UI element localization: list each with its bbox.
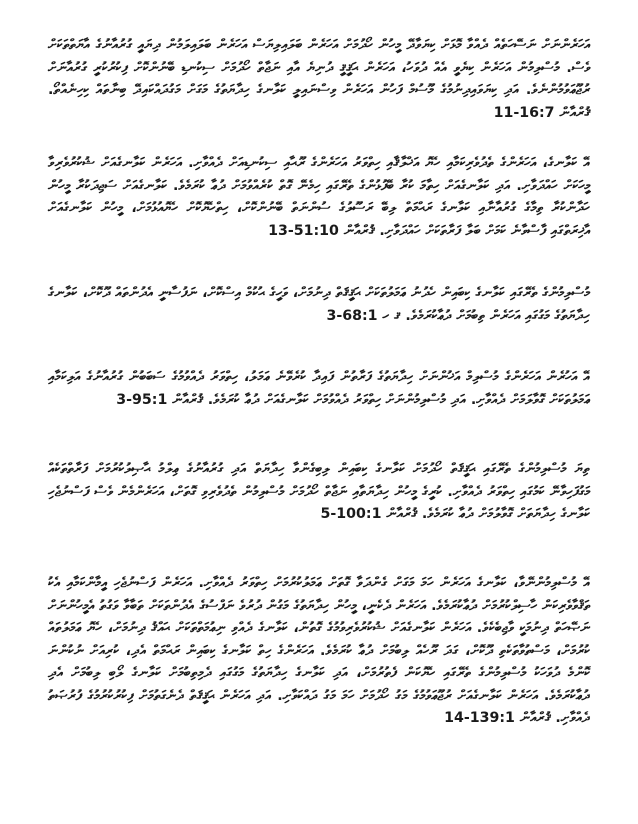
reference-citation: 14-139:1 xyxy=(444,710,515,726)
reference-abbr: ޤުރްއާން xyxy=(343,222,375,239)
paragraph-text: އޭ ކަލާނގެ، އަހަރެންގެ ތެދުވެރިކަމާއި ހެޔޮ އަޚްލާޤާއި ހިތްވަރު އަހަރެންގެ ރޫޙާއި ސިކުނޑިއަށް ދެއްވާށި. އަހަރެން ކަލާނގެއަށް ޝުކުރުވެރިވާ މީހަކަށް ހައްދަވާށި. އަދި ކަލާނގެއަށް ހިތާމަ ކުރާ ބޭފުޅުންގެ ތެރޭގައި ހިމެނޭ ގޮތް ކުރެއްވުމަށް ދުޢާ ކުރަމެވެ. ކަލާނގެއަށް ސަޖިދަކުރާ މީހުން ހަދާންކުރާ ތިމާގެ ގުރުއާނާއި ކަލާނގެ ރަޙްމަތް ލިބޭ ރަސޫލުގެ ސުންނަތް ބޭނުންކޮށް، ހިތްހެޔޮކޮށް ހެޔޮއުޅުމަށް، މީހުން ކަލާނގެއަށް އާޚިރަތްގައި ފާސްވާނެ ކަމަށް ބަލާ ފަރާތަކަށް ހައްދަވާށި. xyxy=(48,155,590,239)
reference-citation: 5-100:1 xyxy=(320,506,382,522)
paragraph-4 xyxy=(48,366,590,411)
paragraph-text: ތިޔަ މުސްލިމުންގެ ތެރޭގައި ޙަޤީޤަތް ހޯދުމަށް ކަލާނގެ ކިބައިން ލިބިގެންވާ ހިދާޔަތް އަދި ގުރުއާނުގެ ޢިލްމު ޙާޞިލުކުރުމަށް ފަރާތްތަކެއް މަގުފަހިވާނޭ ކަމުގައި ހިތްވަރު ދެއްވާށި. ކުރީގެ މީހުން ހިދާޔަތާއި ނަޖާތް ހޯދުމަށް މުސްލިމުން ތެދުވެރިވި ގޮތަށް، އަހަރެންމެން ވެސް ފަސްނުޖެހި ކަލާނގެ ހިދާޔަތަށް ގޮވާލުމަށް ދުޢާ ކުރަމެވެ. xyxy=(48,461,590,522)
reference-abbr: ޤުރްއާން xyxy=(172,391,203,408)
paragraph-text: އޭ މުސްލިމުންނޭވާ، ކަލާނގެ އަހަރެން ހަމަ މަގަށް ގެންދަވާ ގޮތަށް ޢަމަލުކުރުމަށް ހިތްވަރު ދެއްވާށި. އަހަރެން ފަސްނުޖެހި އީމާންކަމާއި އެކު ތަޤްވާވެރިކަން ހާސިލްކުރުމަށް ދުޢާކުރަމެވެ. އަހަރެން ދެކެނީ، މީހުން ހިދާޔަތުގެ މަގުން ދުރުވެ ނަފްސުގެ އެދުންތަކަށް ތަބާވާ ވަގުތު އެމީހުންނަށް ނަޞޭހަތް ދިނުމަކީ ވާޖިބެކެވެ. އަހަރެން ކަލާނގެއަށް ޝުކުރުވެރިވުމުގެ ގޮތުން، ކަލާނގެ ދެއްވި ނިޢުމަތްތަކަށް ޙައްޤު ދިނުމަށް، ހެޔޮ ޢަމަލުތައް ކުރުމަށް، މަސްތުވާތަކެތި ދޫކޮށް، ގަދަ ރޫހެއް ލިބުމަށް ދުޢާ ކުރަމެވެ. އަހަރެންގެ ހިތް ކަލާނގެ ކިބައިން ރަޙްމަތް އެދި، ކުރިއަށް ނުކުންނަ ކޮންމެ ދުވަހަކު މުސްލިމުންގެ ތެރޭގައި ހެޔޮކަން ފެތުރުމަށް، އަދި ކަލާނގެ ހިދާޔަތުގެ މަގުގައި ދެމިތިބުމަށް ކަލާނގެ ލޯބި ލިބުމަށް އެދި ދުޢާކުރަމެވެ. އަހަރެން ކަލާނގެއަށް ރުޖޫޢަވުމުގެ މަގު ހޯދުމަށް ހަމަ މަގު ދައްކަވާށި. އަދި އަހަރެން ޙަޤީޤަތް ދެނެގަތުމަށް ފިކުރުކުރުމުގެ ފުރުޞަތު ދެއްވާށި. xyxy=(48,575,590,726)
reference-abbr: ޤުރްއާން xyxy=(386,506,417,522)
paragraph-text: އަހަރެންނަށް ނަސޭހަތެއް ދެއްވާ މޮޅަށް ކިޔަވާދޭ މީހުން ހޯދުމަށް އަހަރެން ބަލައިލިޔަސް އަހަރެން ބަލައިލަމުން ދިޔައީ ގުރުއާނުގެ އާޔަތްތަކަށް ވެސް. މުސްލިމުން އަހަރެން ކިޔެވީ އެއް ދުވަހު، އަހަރެން ޙަޤީޤީ ދުނިޔެ އާއި ނަޖާތް ހޯދުމަށް ސިކުނޑި ބޭނުންކޮށް ފިކުރުކުރީ ގުރުއާނަށް ރުޖޫޢަވުމުންނެވެ. އަދި ކިޔަވައިދިނުމުގެ މޫސުމް ފަހުން އަހަރެން ވިސްނައިލީ ކަލާނގެ ހިދާޔަތުގެ މަގަށް މަގުދައްކައިދޭ ބިނާތައް ކިހިނެއްތޯ. xyxy=(48,37,590,98)
reference-citation: 3-68:1 xyxy=(326,307,378,324)
reference-citation: 3-95:1 xyxy=(116,391,168,408)
paragraph-1 xyxy=(48,34,590,124)
reference-citation: 11-16:7 xyxy=(493,104,555,121)
paragraph-text: މުސްލިމުންގެ ތެރޭގައި ކަލާނގެ ކިބައިން ހެދުނު ޢަމަލުތަކަށް ޙަޤީޤަތް ދިނުމަށް، ވަހީގެ ޙުކުމް އިސްކޮށް، ނަފުސާނީ އެދުންތައް ދޫކޮށް، ކަލާނގެ ހިދާޔަތުގެ މަގުގައި އަހަރެން ތިބުމަށް ދުޢާކުރަމެވެ. xyxy=(48,285,590,324)
paragraph-6 xyxy=(48,572,590,730)
paragraph-text: އޭ އަހުރެން އަހަރެންގެ މުސްލިމް އަޚުންނަށް ހިދާޔަތުގެ ފަރާތުން ފައިދާ ކުރެވޭނެ ޢަމަލު، ހިތްވަރު ދެއްވުމުގެ ސަބަބުން ގުރުއާނުގެ އަލިކަމާއި ޢަމަލުތަކަށް ގޮވާލަމަށް ދެއްވާށި. އަދި މުސްލިމުންނަށް ހިތްވަރު ދެއްވުމަށް ކަލާނގެއަށް ދުޢާ ކުރަމެވެ. xyxy=(48,369,590,408)
reference-citation: 13-51:10 xyxy=(268,222,339,239)
reference-abbr: ޤ ހ xyxy=(382,307,401,324)
paragraph-3 xyxy=(48,282,590,327)
reference-abbr: ޤުރްއާން xyxy=(559,104,590,121)
reference-abbr: ޤުރްއާން xyxy=(519,710,551,726)
paragraph-5 xyxy=(48,458,590,526)
paragraph-2 xyxy=(48,152,590,242)
